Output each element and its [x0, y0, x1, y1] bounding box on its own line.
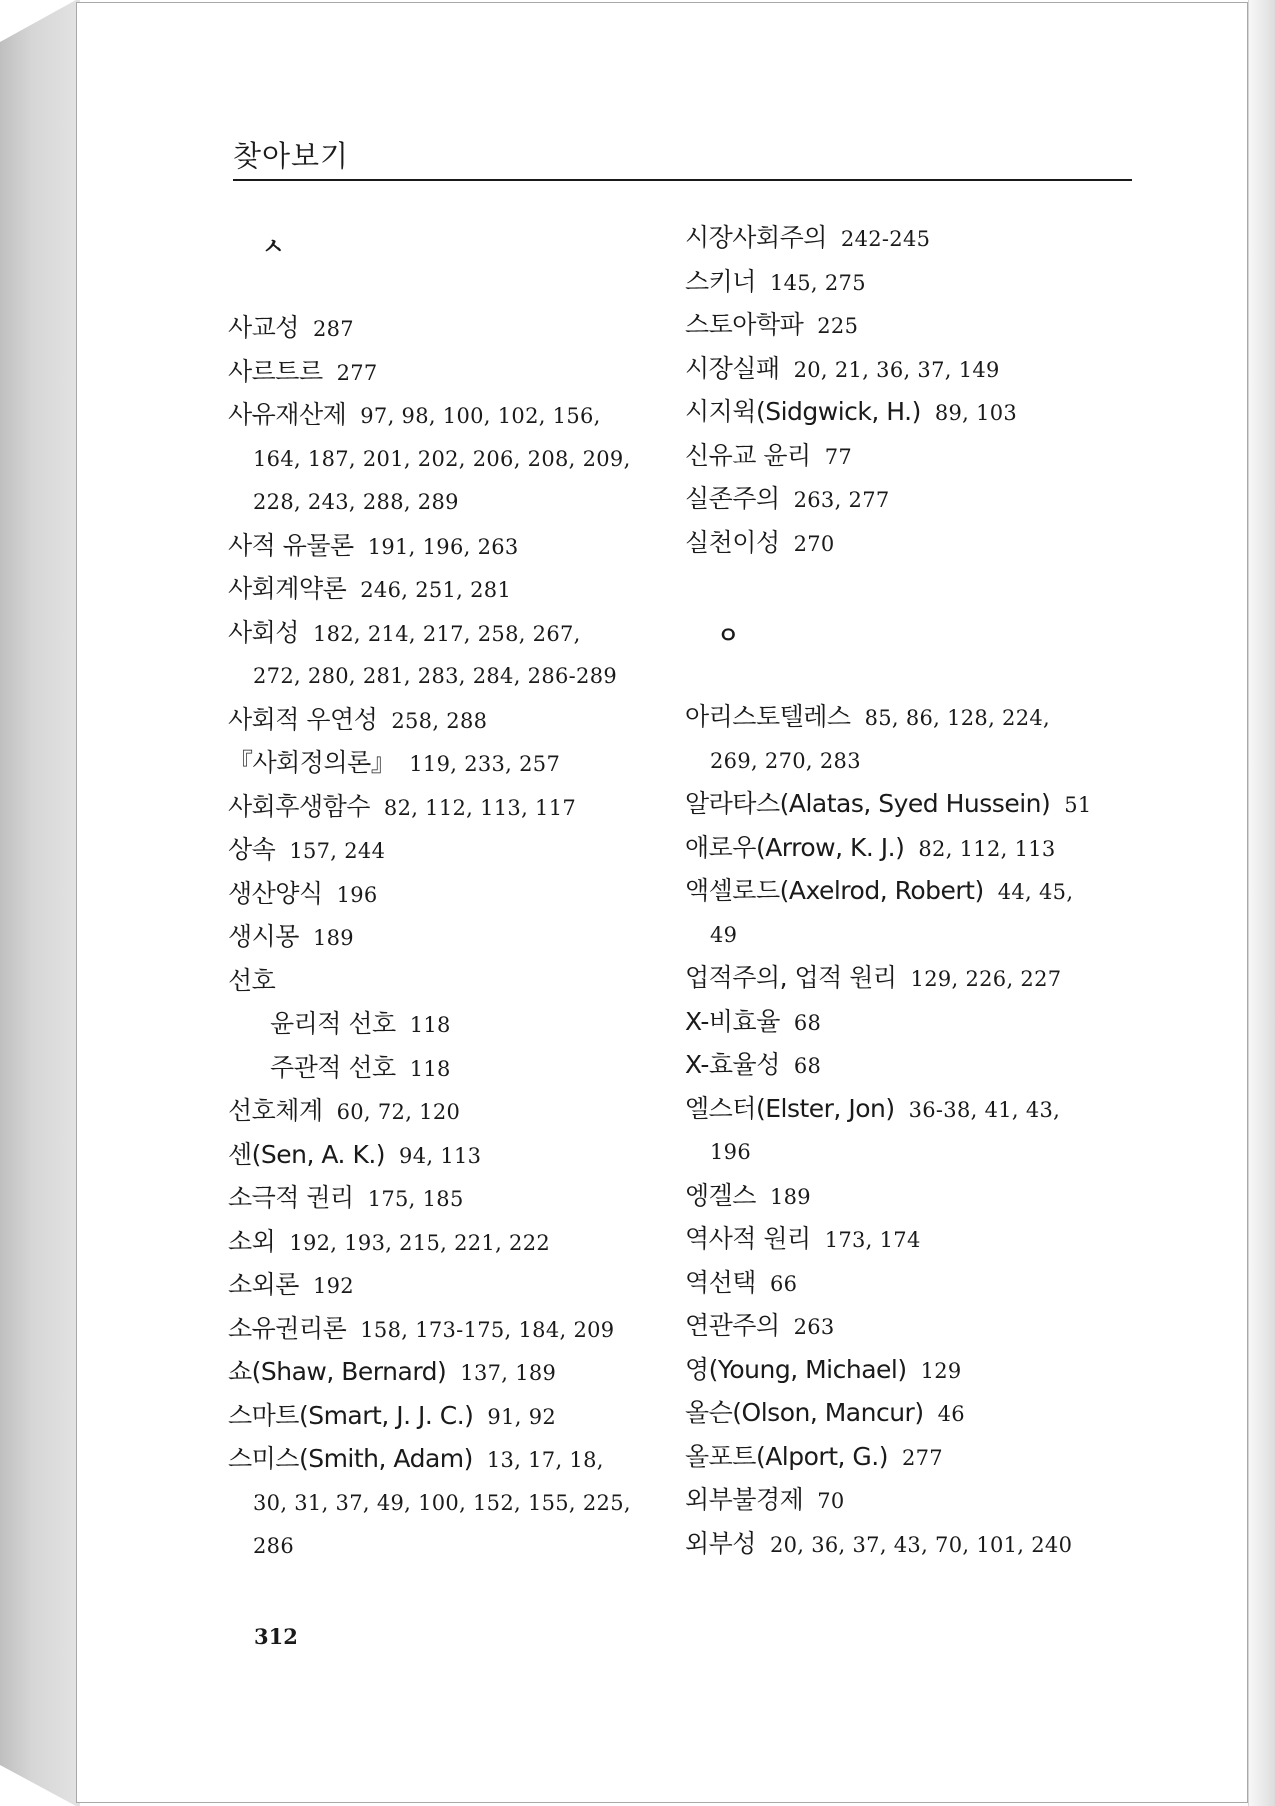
index-entry — [228, 1135, 481, 1175]
index-entry — [685, 349, 1000, 389]
index-entry — [228, 1352, 556, 1392]
index-entry — [685, 1176, 811, 1216]
index-page-refs: 189 — [312, 926, 354, 950]
index-term: 연관주의 — [685, 1311, 780, 1340]
index-term: 시지윅(Sidgwick, H.) — [685, 397, 921, 426]
index-entry — [685, 1219, 921, 1259]
index-entry-continuation — [710, 741, 861, 781]
index-entry-continuation — [253, 656, 617, 696]
index-term: 센(Sen, A. K.) — [228, 1139, 386, 1169]
index-term: 스토아학파 — [685, 310, 804, 339]
index-page-refs: 119, 233, 257 — [409, 752, 561, 776]
index-page-refs: 118 — [409, 1013, 451, 1037]
index-entry — [685, 784, 1092, 824]
index-entry — [685, 1002, 821, 1042]
index-page-refs: 89, 103 — [934, 401, 1018, 425]
index-entry — [685, 1089, 1060, 1129]
index-entry — [228, 1091, 460, 1131]
index-entry — [685, 218, 930, 258]
index-entry — [685, 1350, 962, 1390]
index-page-refs: 30, 31, 37, 49, 100, 152, 155, 225, — [253, 1490, 631, 1515]
index-entry — [228, 787, 576, 827]
index-entry — [228, 1439, 604, 1479]
index-term: 사회후생함수 — [228, 791, 370, 821]
index-term: 역사적 원리 — [685, 1224, 811, 1253]
index-page-refs: 137, 189 — [460, 1361, 557, 1385]
index-term: 실존주의 — [685, 484, 780, 513]
index-term: 엥겔스 — [685, 1180, 756, 1210]
index-page-refs: 46 — [937, 1402, 965, 1426]
index-term: 액셀로드(Axelrod, Robert) — [685, 876, 984, 905]
index-term: 생산양식 — [228, 878, 323, 908]
index-page-refs: 228, 243, 288, 289 — [253, 490, 459, 514]
index-entry — [228, 743, 560, 783]
section-letter-ieung: ㅇ — [717, 623, 740, 649]
index-entry — [685, 305, 858, 345]
index-page-refs: 157, 244 — [289, 839, 386, 863]
index-page-refs: 277 — [336, 360, 378, 385]
index-page-refs: 97, 98, 100, 102, 156, — [360, 404, 601, 428]
index-entry — [685, 871, 1073, 911]
index-term: 사적 유물론 — [228, 530, 354, 560]
index-term: 사교성 — [228, 313, 299, 342]
index-entry — [228, 613, 581, 653]
index-page-refs: 196 — [336, 882, 378, 907]
index-term: 올슨(Olson, Mancur) — [685, 1398, 924, 1427]
index-term: 시장사회주의 — [685, 223, 827, 252]
index-entry — [685, 1480, 845, 1520]
index-term: 상속 — [228, 835, 276, 864]
index-entry — [228, 1178, 464, 1218]
index-term: 윤리적 선호 — [270, 1009, 396, 1038]
index-page-refs: 173, 174 — [824, 1228, 921, 1252]
index-entry — [685, 1306, 835, 1346]
index-term: 사회계약론 — [228, 574, 347, 603]
index-page-refs: 118 — [409, 1056, 451, 1081]
index-page-refs: 145, 275 — [769, 270, 866, 295]
index-page-refs: 44, 45, — [997, 880, 1074, 904]
index-term: 실천이성 — [685, 527, 780, 557]
index-term: 생시몽 — [228, 922, 299, 951]
index-term: 소유권리론 — [228, 1313, 347, 1343]
index-page-refs: 70 — [817, 1489, 845, 1513]
index-entry — [685, 697, 1050, 737]
index-page-refs: 196 — [710, 1140, 751, 1164]
index-page-refs: 82, 112, 113, 117 — [383, 795, 577, 820]
index-page-refs: 77 — [824, 444, 853, 469]
index-term: 사회성 — [228, 617, 299, 647]
index-subentry — [270, 1048, 451, 1088]
index-term: 사르트르 — [228, 356, 323, 386]
index-page-refs: 192, 193, 215, 221, 222 — [289, 1230, 551, 1255]
index-entry — [685, 958, 1061, 998]
index-page-refs: 20, 36, 37, 43, 70, 101, 240 — [769, 1532, 1073, 1557]
index-page-refs: 272, 280, 281, 283, 284, 286-289 — [253, 664, 618, 688]
index-page-refs: 258, 288 — [391, 708, 488, 733]
index-page-refs: 175, 185 — [367, 1187, 464, 1211]
index-page-refs: 129, 226, 227 — [910, 967, 1062, 991]
index-entry-continuation — [710, 915, 737, 955]
index-entry — [685, 479, 890, 519]
index-entry — [228, 1396, 556, 1436]
index-term: 역선택 — [685, 1267, 756, 1297]
index-entry-continuation — [253, 1526, 294, 1566]
page-edge — [1248, 0, 1275, 1806]
index-term: 소외 — [228, 1226, 276, 1256]
index-term: 사유재산제 — [228, 400, 347, 429]
index-entry — [228, 526, 519, 566]
index-entry — [228, 1265, 354, 1305]
index-page-refs: 158, 173-175, 184, 209 — [360, 1317, 615, 1342]
index-page-refs: 242-245 — [840, 227, 931, 251]
index-page-refs: 246, 251, 281 — [360, 578, 512, 602]
index-term: 업적주의, 업적 원리 — [685, 963, 897, 992]
index-page-refs: 20, 21, 36, 37, 149 — [793, 357, 1000, 382]
index-entry — [228, 1222, 550, 1262]
index-entry — [228, 395, 601, 435]
index-term: 소외론 — [228, 1270, 299, 1299]
index-term: 올포트(Alport, G.) — [685, 1441, 888, 1471]
index-entry — [228, 874, 378, 914]
index-term: 시장실패 — [685, 353, 780, 383]
index-term: 신유교 윤리 — [685, 440, 811, 470]
index-page-refs: 277 — [901, 1445, 943, 1470]
index-term: 알라타스(Alatas, Syed Hussein) — [685, 789, 1051, 818]
index-term: 아리스토텔레스 — [685, 702, 851, 731]
page-number: 312 — [254, 1624, 298, 1649]
index-page-refs: 189 — [769, 1184, 811, 1209]
index-term: 엘스터(Elster, Jon) — [685, 1093, 895, 1123]
index-entry-continuation — [253, 1483, 631, 1523]
index-entry — [685, 1437, 943, 1477]
index-entry — [685, 1263, 797, 1303]
index-page-refs: 286 — [253, 1534, 294, 1558]
index-entry — [228, 700, 487, 740]
index-page-refs: 82, 112, 113 — [918, 836, 1056, 861]
index-entry — [228, 1309, 614, 1349]
index-page-refs: 49 — [710, 922, 738, 947]
index-page-refs: 13, 17, 18, — [486, 1448, 604, 1472]
index-page-refs: 66 — [769, 1271, 798, 1296]
index-term: 소극적 권리 — [228, 1183, 354, 1212]
index-page-refs: 287 — [312, 317, 354, 341]
index-page-refs: 182, 214, 217, 258, 267, — [312, 621, 581, 646]
index-entry — [228, 569, 511, 609]
index-page-refs: 192 — [312, 1274, 354, 1298]
index-term: X-비효율 — [685, 1006, 780, 1036]
index-term: 선호체계 — [228, 1096, 323, 1125]
index-page-refs: 91, 92 — [487, 1404, 557, 1429]
index-entry — [228, 917, 354, 957]
index-entry-continuation — [710, 1132, 751, 1172]
index-entry — [228, 308, 354, 348]
index-entry — [685, 828, 1056, 868]
index-term: 스마트(Smart, J. J. C.) — [228, 1400, 474, 1430]
index-entry — [685, 523, 835, 563]
index-term: X-효율성 — [685, 1050, 780, 1079]
index-term: 주관적 선호 — [270, 1052, 396, 1082]
index-page-refs: 68 — [793, 1054, 822, 1078]
index-subentry — [270, 1004, 451, 1044]
index-page-refs: 36-38, 41, 43, — [908, 1097, 1061, 1122]
index-page-refs: 85, 86, 128, 224, — [864, 706, 1050, 730]
index-term: 선호 — [228, 965, 276, 995]
index-term: 스키너 — [685, 266, 756, 296]
index-page-refs: 191, 196, 263 — [367, 534, 519, 559]
index-page-refs: 263 — [793, 1315, 835, 1339]
index-entry — [228, 830, 385, 870]
index-page-refs: 263, 277 — [793, 488, 890, 512]
index-page-refs: 225 — [817, 314, 859, 338]
index-term: 스미스(Smith, Adam) — [228, 1444, 473, 1473]
page-header-title: 찾아보기 — [233, 139, 350, 173]
index-term: 외부성 — [685, 1528, 756, 1558]
index-page-refs: 94, 113 — [399, 1143, 482, 1168]
index-entry — [228, 961, 275, 1001]
index-entry — [685, 262, 866, 302]
index-entry — [685, 1393, 965, 1433]
index-page-refs: 60, 72, 120 — [336, 1100, 461, 1124]
index-page-refs: 164, 187, 201, 202, 206, 208, 209, — [253, 446, 631, 471]
index-page-refs: 129 — [920, 1358, 962, 1383]
section-letter-siot: ㅅ — [262, 234, 285, 260]
index-entry — [685, 1524, 1072, 1564]
header-rule — [233, 179, 1132, 181]
index-entry — [685, 1045, 821, 1085]
index-entry — [685, 392, 1017, 432]
index-entry — [685, 436, 852, 476]
index-term: 쇼(Shaw, Bernard) — [228, 1357, 447, 1386]
index-page-refs: 68 — [793, 1010, 822, 1035]
index-term: 『사회정의론』 — [228, 748, 396, 777]
index-entry — [228, 352, 378, 392]
index-term: 영(Young, Michael) — [685, 1354, 907, 1384]
index-page-refs: 270 — [793, 531, 835, 556]
index-term: 애로우(Arrow, K. J.) — [685, 832, 905, 862]
index-entry-continuation — [253, 482, 459, 522]
index-entry-continuation — [253, 439, 631, 479]
index-page-refs: 51 — [1064, 793, 1092, 817]
index-term: 사회적 우연성 — [228, 704, 378, 734]
index-term: 외부불경제 — [685, 1485, 804, 1514]
index-page-refs: 269, 270, 283 — [710, 748, 861, 773]
book-spine — [0, 0, 80, 1806]
